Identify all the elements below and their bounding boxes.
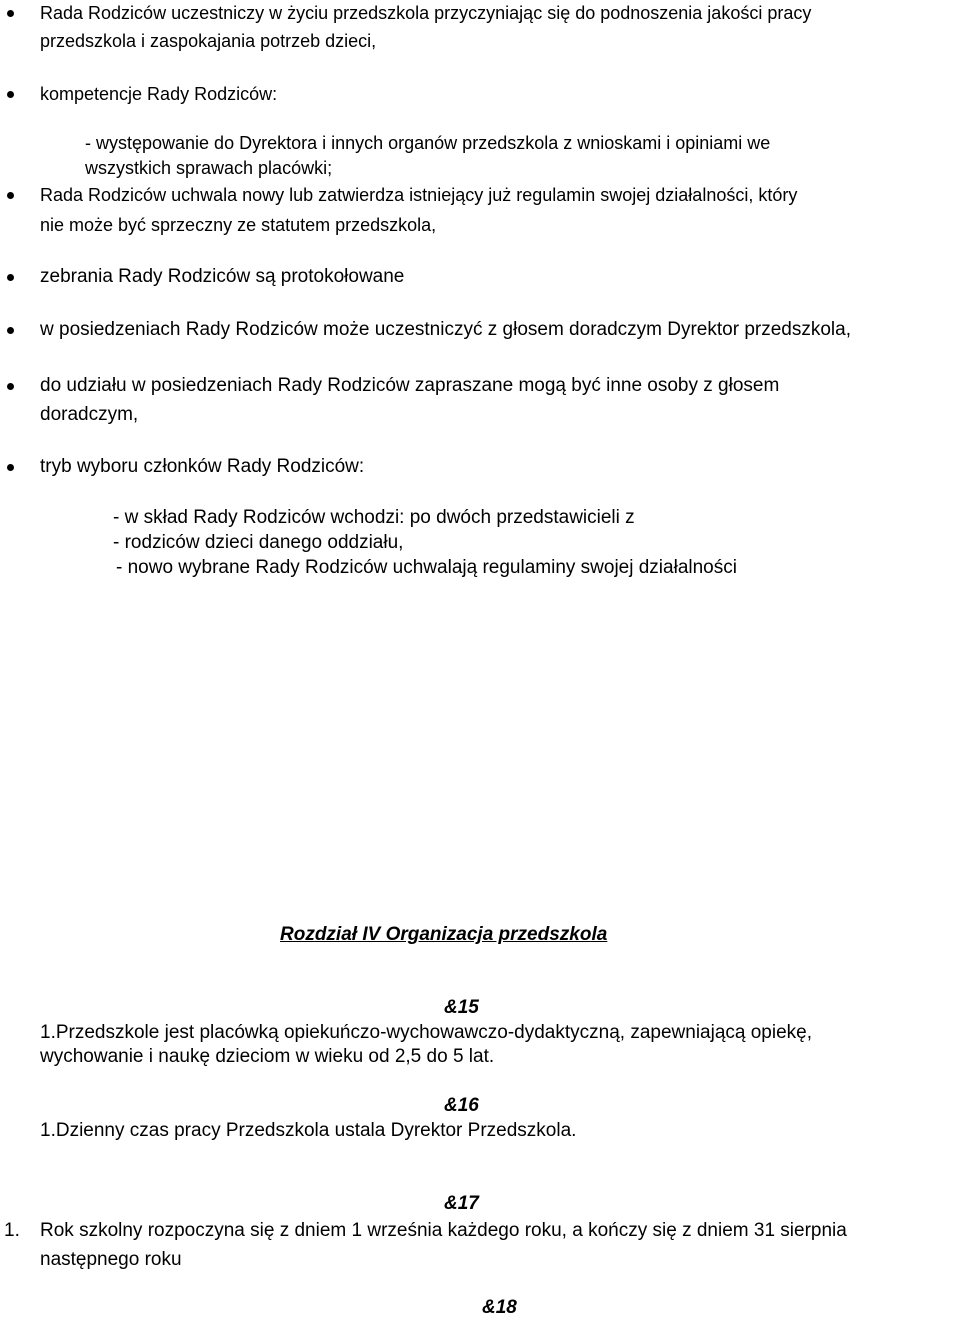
sub-item-text: - rodziców dzieci danego oddziału, — [113, 532, 404, 553]
list-number: 1. — [4, 1220, 20, 1241]
list-item-text: w posiedzeniach Rady Rodziców może uczestniczyć z głosem doradczym Dyrektor przedszkola, — [40, 319, 851, 340]
bullet-icon — [7, 464, 14, 471]
bullet-icon — [7, 327, 14, 334]
section-text: Rok szkolny rozpoczyna się z dniem 1 września każdego roku, a kończy się z dniem 31 sierpnia — [40, 1220, 847, 1241]
chapter-heading: Rozdział IV Organizacja przedszkola — [280, 924, 608, 945]
bullet-icon — [7, 91, 14, 98]
bullet-icon — [7, 10, 14, 17]
section-text: 1.Dzienny czas pracy Przedszkola ustala Dyrektor Przedszkola. — [40, 1120, 577, 1141]
list-item-text: przedszkola i zaspokajania potrzeb dzieci, — [40, 31, 377, 51]
section-mark: &16 — [444, 1095, 479, 1116]
bullet-icon — [7, 274, 14, 281]
bullet-icon — [7, 383, 14, 390]
list-item-text: do udziału w posiedzeniach Rady Rodziców zapraszane mogą być inne osoby z głosem — [40, 375, 780, 396]
sub-item-text: - nowo wybrane Rady Rodziców uchwalają regulaminy swojej działalności — [116, 557, 737, 578]
section-mark: &18 — [482, 1297, 517, 1318]
list-item-text: doradczym, — [40, 404, 139, 425]
sub-item-text: wszystkich sprawach placówki; — [85, 158, 333, 178]
list-item-text: tryb wyboru członków Rady Rodziców: — [40, 456, 365, 477]
sub-item-text: - w skład Rady Rodziców wchodzi: po dwóch przedstawicieli z — [113, 507, 635, 528]
section-text: 1.Przedszkole jest placówką opiekuńczo-wychowawczo-dydaktyczną, zapewniającą opiekę, — [40, 1022, 813, 1043]
list-item-text: Rada Rodziców uchwala nowy lub zatwierdza istniejący już regulamin swojej działalności, który — [40, 185, 798, 205]
bullet-icon — [7, 192, 14, 199]
section-mark: &15 — [444, 997, 479, 1018]
list-item-text: zebrania Rady Rodziców są protokołowane — [40, 266, 405, 287]
section-text: następnego roku — [40, 1249, 182, 1270]
section-text: wychowanie i naukę dzieciom w wieku od 2,5 do 5 lat. — [40, 1046, 495, 1067]
section-mark: &17 — [444, 1193, 479, 1214]
list-item-text: nie może być sprzeczny ze statutem przedszkola, — [40, 215, 437, 235]
list-item-text: kompetencje Rady Rodziców: — [40, 84, 278, 104]
sub-item-text: - występowanie do Dyrektora i innych organów przedszkola z wnioskami i opiniami we — [85, 133, 771, 153]
list-item-text: Rada Rodziców uczestniczy w życiu przedszkola przyczyniając się do podnoszenia jakości pracy — [40, 3, 812, 23]
